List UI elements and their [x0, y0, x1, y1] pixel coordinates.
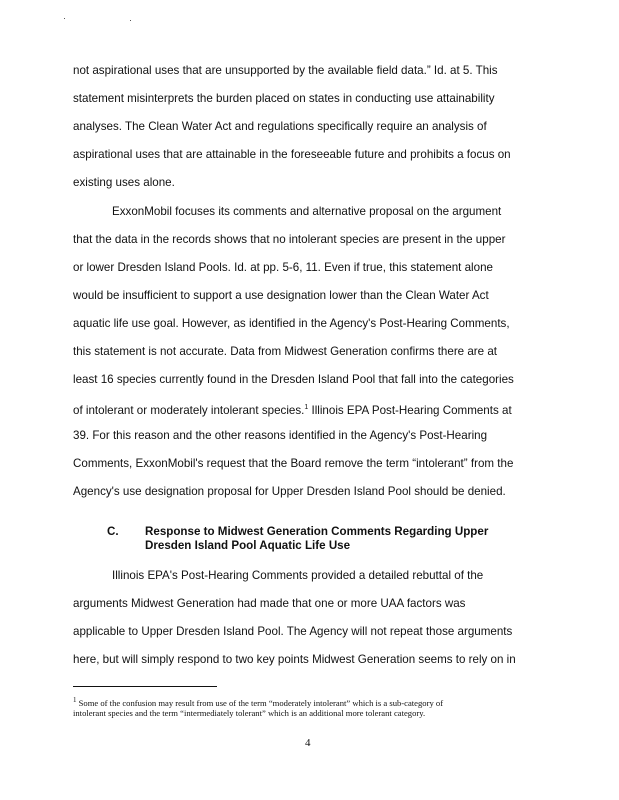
text-line: not aspirational uses that are unsupported by the available field data.” Id. at 5. This	[73, 64, 498, 77]
text-line: 39. For this reason and the other reasons identified in the Agency's Post-Hearing	[73, 429, 488, 442]
text-line	[73, 401, 512, 418]
footnote-separator	[73, 686, 217, 687]
text-line: arguments Midwest Generation had made that one or more UAA factors was	[73, 597, 466, 610]
text-line: that the data in the records shows that no intolerant species are present in the upper	[73, 233, 506, 246]
text-span: Illinois EPA Post-Hearing Comments at	[308, 403, 512, 417]
footnote-line	[73, 695, 443, 709]
text-line: Agency's use designation proposal for Upper Dresden Island Pool should be denied.	[73, 485, 506, 498]
text-line: aquatic life use goal. However, as identified in the Agency's Post-Hearing Comments,	[73, 317, 510, 330]
text-line: applicable to Upper Dresden Island Pool. The Agency will not repeat those arguments	[73, 625, 513, 638]
text-line: existing uses alone.	[73, 176, 175, 189]
text-line: aspirational uses that are attainable in the foreseeable future and prohibits a focus on	[73, 148, 511, 161]
text-span: Some of the confusion may result from use of the term “moderately intolerant” which is a sub-category of	[76, 697, 444, 708]
text-line: ExxonMobil focuses its comments and alternative proposal on the argument	[112, 205, 502, 218]
text-line: here, but will simply respond to two key points Midwest Generation seems to rely on in	[73, 653, 516, 666]
page-number: 4	[305, 737, 311, 749]
scan-speck	[130, 20, 131, 21]
text-line: would be insufficient to support a use designation lower than the Clean Water Act	[73, 289, 489, 302]
text-line: analyses. The Clean Water Act and regulations specifically require an analysis of	[73, 120, 487, 133]
text-line: this statement is not accurate. Data from Midwest Generation confirms there are at	[73, 345, 497, 358]
scan-speck	[64, 18, 65, 19]
text-span: of intolerant or moderately intolerant species.	[73, 403, 305, 417]
text-line: least 16 species currently found in the Dresden Island Pool that fall into the categories	[73, 373, 514, 386]
section-title-line: Response to Midwest Generation Comments Regarding Upper	[145, 525, 489, 538]
footnote-line: intolerant species and the term “intermediately tolerant” which is an additional more tolerant category.	[73, 708, 426, 718]
text-line: statement misinterprets the burden placed on states in conducting use attainability	[73, 92, 495, 105]
footnote-number: 1	[73, 696, 77, 704]
section-label: C.	[107, 525, 119, 538]
section-title-line: Dresden Island Pool Aquatic Life Use	[145, 539, 351, 552]
footnote-reference[interactable]: 1	[304, 404, 309, 411]
text-line: Comments, ExxonMobil's request that the Board remove the term “intolerant” from the	[73, 457, 514, 470]
text-line: or lower Dresden Island Pools. Id. at pp. 5-6, 11. Even if true, this statement alone	[73, 261, 493, 274]
text-line: Illinois EPA's Post-Hearing Comments provided a detailed rebuttal of the	[112, 569, 484, 582]
